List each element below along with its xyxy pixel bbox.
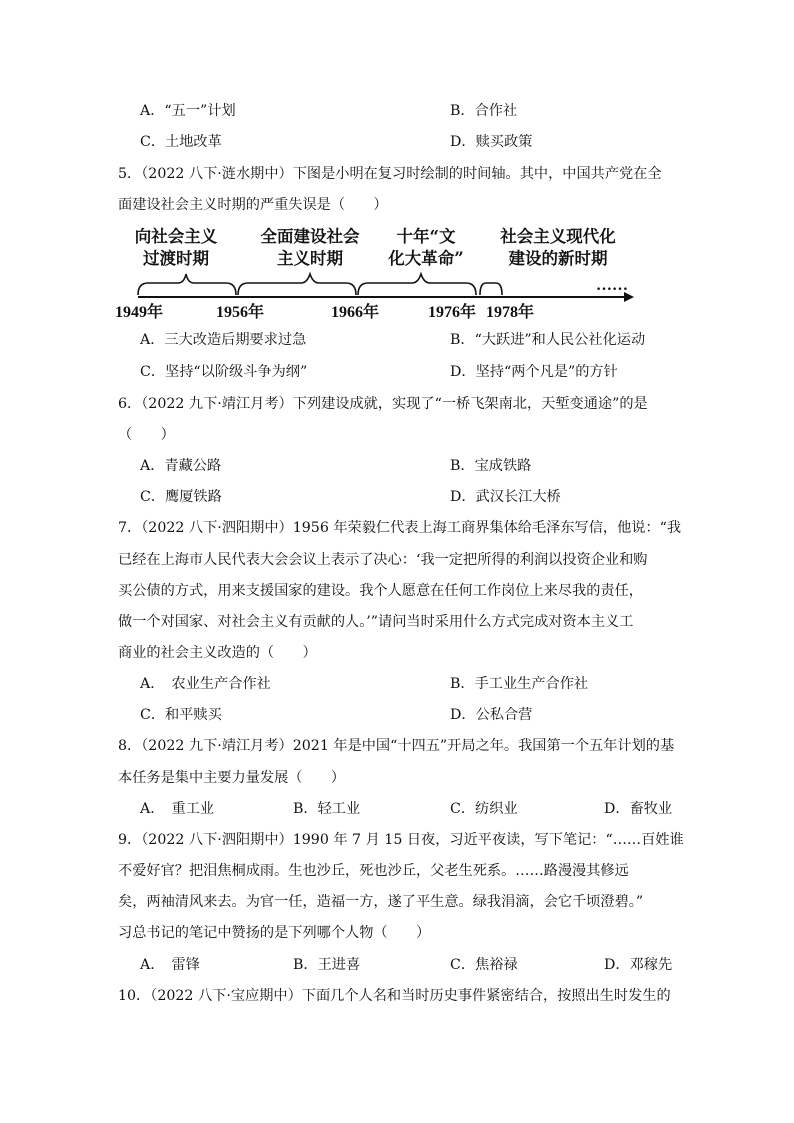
q9-stem-line4: 习总书记的笔记中赞扬的是下列哪个人物（ ） (118, 925, 431, 941)
timeline-period-1-line2: 过渡时期 (143, 249, 209, 268)
timeline-period-2-line2: 主义时期 (277, 249, 343, 268)
timeline-brace-4 (480, 283, 502, 295)
q6-option-b[interactable]: B．宝成铁路 (450, 458, 532, 474)
timeline-period-4-line1: 社会主义现代化 (500, 227, 616, 246)
q7-stem-line2: 已经在上海市人民代表大会会议上表示了决心：‘我一定把所得的利润以投资企业和购 (118, 552, 648, 568)
q5-option-c[interactable]: C．坚持“以阶级斗争为纲” (140, 364, 308, 380)
q8-option-c[interactable]: C．纺织业 (450, 801, 518, 817)
q6-stem-line1: 6．（2022 九下·靖江月考）下列建设成就，实现了“一桥飞架南北，天堑变通途”的是 (118, 396, 648, 412)
q5-option-a[interactable]: A．三大改造后期要求过急 (140, 332, 307, 348)
q7-stem-line3: 买公债的方式，用来支援国家的建设。我个人愿意在任何工作岗位上来尽我的责任， (118, 583, 643, 599)
timeline-svg (114, 220, 638, 330)
q7-option-d[interactable]: D．公私合营 (450, 707, 533, 723)
q6-stem-line2: （ ） (118, 427, 175, 443)
q5-timeline-figure (114, 220, 638, 330)
timeline-year-1978: 1978年 (485, 304, 535, 321)
timeline-period-2-line1: 全面建设社会 (260, 227, 360, 246)
timeline-brace-2 (238, 274, 356, 295)
q4-option-b[interactable]: B．合作社 (450, 103, 518, 119)
q9-stem-line2: 不爱好官？把泪焦桐成雨。生也沙丘，死也沙丘，父老生死系。……路漫漫其修远 (118, 863, 629, 879)
q6-option-c[interactable]: C．鹰厦铁路 (140, 489, 222, 505)
q4-option-d[interactable]: D．赎买政策 (450, 134, 533, 150)
timeline-year-1949: 1949年 (114, 304, 164, 321)
q7-option-c[interactable]: C．和平赎买 (140, 707, 222, 723)
q8-option-d[interactable]: D．畜牧业 (604, 801, 673, 817)
q4-option-c[interactable]: C．土地改革 (140, 134, 222, 150)
timeline-period-4-line2: 建设的新时期 (508, 249, 608, 268)
q7-option-a[interactable]: A． 农业生产合作社 (140, 676, 271, 692)
q9-option-d[interactable]: D．邓稼先 (604, 957, 673, 973)
timeline-year-1956: 1956年 (215, 304, 265, 321)
q9-option-c[interactable]: C．焦裕禄 (450, 957, 518, 973)
timeline-year-1966: 1966年 (330, 304, 380, 321)
q8-stem-line1: 8．（2022 九下·靖江月考）2021 年是中国“十四五”开局之年。我国第一个五年计划的基 (118, 738, 675, 754)
q7-option-b[interactable]: B．手工业生产合作社 (450, 676, 589, 692)
timeline-year-1976: 1976年 (427, 304, 477, 321)
timeline-period-1-line1: 向社会主义 (134, 227, 218, 246)
q8-option-a[interactable]: A． 重工业 (140, 801, 215, 817)
q8-option-b[interactable]: B．轻工业 (293, 801, 361, 817)
q6-option-a[interactable]: A．青藏公路 (140, 458, 222, 474)
q5-option-d[interactable]: D．坚持“两个凡是”的方针 (450, 364, 618, 380)
q9-option-b[interactable]: B．王进喜 (293, 957, 361, 973)
timeline-ellipsis: …… (596, 277, 628, 294)
timeline-period-3-line2: 化大革命” (388, 249, 464, 268)
q9-stem-line3: 矣，两袖清风来去。为官一任，造福一方，遂了平生意。绿我涓滴，会它千顷澄碧。” (118, 894, 644, 910)
q7-stem-line5: 商业的社会主义改造的（ ） (118, 645, 317, 661)
q6-option-d[interactable]: D．武汉长江大桥 (450, 489, 561, 505)
q9-option-a[interactable]: A． 雷锋 (140, 957, 200, 973)
q10-stem-line1: 10．（2022 八下·宝应期中）下面几个人名和当时历史事件紧密结合，按照出生时发生的 (118, 988, 671, 1004)
timeline-period-3-line1: 十年“文 (396, 227, 456, 246)
timeline-brace-3 (358, 274, 476, 295)
q5-option-b[interactable]: B．“大跃进”和人民公社化运动 (450, 332, 646, 348)
q5-stem-line1: 5．（2022 八下·涟水期中）下图是小明在复习时绘制的时间轴。其中，中国共产党在全 (118, 166, 662, 182)
q8-stem-line2: 本任务是集中主要力量发展（ ） (118, 770, 346, 786)
q4-option-a[interactable]: A．“五一”计划 (140, 103, 236, 119)
q5-stem-line2: 面建设社会主义时期的严重失误是（ ） (118, 197, 388, 213)
timeline-brace-1 (138, 274, 236, 295)
q7-stem-line4: 做一个对国家、对社会主义有贡献的人。’”请问当时采用什么方式完成对资本主义工 (118, 614, 634, 630)
q7-stem-line1: 7．（2022 八下·泗阳期中）1956 年荣毅仁代表上海工商界集体给毛泽东写信，他说：“我 (118, 520, 682, 536)
q9-stem-line1: 9．（2022 八下·泗阳期中）1990 年 7 月 15 日夜，习近平夜读，写下笔记：“……百姓谁 (118, 832, 684, 848)
